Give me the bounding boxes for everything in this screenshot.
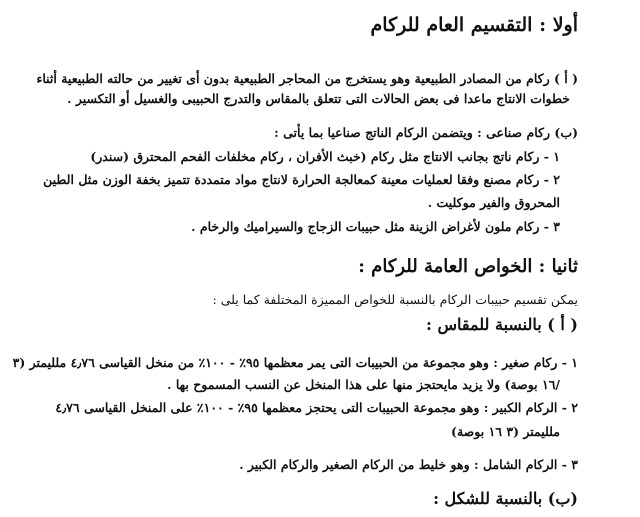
sub-a-title: ( أ ) بالنسبة للمقاس : bbox=[426, 315, 578, 334]
section2-title: ثانيا : الخواص العامة للركام : bbox=[358, 256, 578, 277]
section2-intro: يمكن تقسيم حبيبات الركام بالنسبة للخواص المميزة المختلفة كما يلى : bbox=[212, 292, 578, 307]
sub-b-title: (ب) بالنسبة للشكل : bbox=[433, 489, 578, 508]
item-b1: ١ - ركام ناتج بجانب الانتاج مثل ركام (خبث الأفران ، ركام مخلفات الفحم المحترق (سندر) bbox=[90, 149, 560, 164]
item-b-intro: (ب) ركام صناعى : ويتضمن الركام الناتج صناعيا بما يأتى : bbox=[274, 125, 578, 140]
item-b3: ٣ - ركام ملون لأغراض الزينة مثل حبيبات الزجاج والسيراميك والرخام . bbox=[191, 219, 560, 234]
item-b2-line2: المحروق والفير موكليت . bbox=[427, 195, 560, 210]
section1-title: أولا : التقسيم العام للركام bbox=[370, 14, 578, 36]
item-b2-line1: ٢ - ركام مصنع وفقا لعمليات معينة كمعالجة الحرارة لانتاج مواد متمددة تتميز بخفة الوزن مثل الطين bbox=[43, 172, 560, 187]
size3: ٣ - الركام الشامل : وهو خليط من الركام الصغير والركام الكبير . bbox=[239, 457, 578, 472]
item-a-line2: خطوات الانتاج ماعدا فى بعض الحالات التى تتعلق بالمقاس والتدرج الحبيبى والغسيل أو التكسير . bbox=[67, 91, 570, 106]
size2-line1: ٢ - الركام الكبير : وهو مجموعة الحبيبات التى يحتجز معظمها ٩٥٪ - ١٠٠٪ على المنخل القياسى ٤٫٧٦ bbox=[55, 400, 578, 415]
size1-line1: ١ - ركام صغير : وهو مجموعة من الحبيبات التى يمر معظمها ٩٥٪ - ١٠٠٪ من منخل القياسى ٤٫٧٦ ملليمتر (٣ bbox=[12, 355, 578, 370]
item-a-line1: ( أ ) ركام من المصادر الطبيعية وهو يستخرج من المحاجر الطبيعية بدون أى تغيير من حالته الطبيعية أثناء bbox=[36, 71, 578, 86]
size2-line2: ملليمتر (٣ ١٦ بوصة) bbox=[451, 424, 560, 439]
size1-line2: /١٦ بوصة) ولا يزيد مايحتجز منها على هذا المنخل عن النسب المسموح بها . bbox=[167, 377, 560, 392]
